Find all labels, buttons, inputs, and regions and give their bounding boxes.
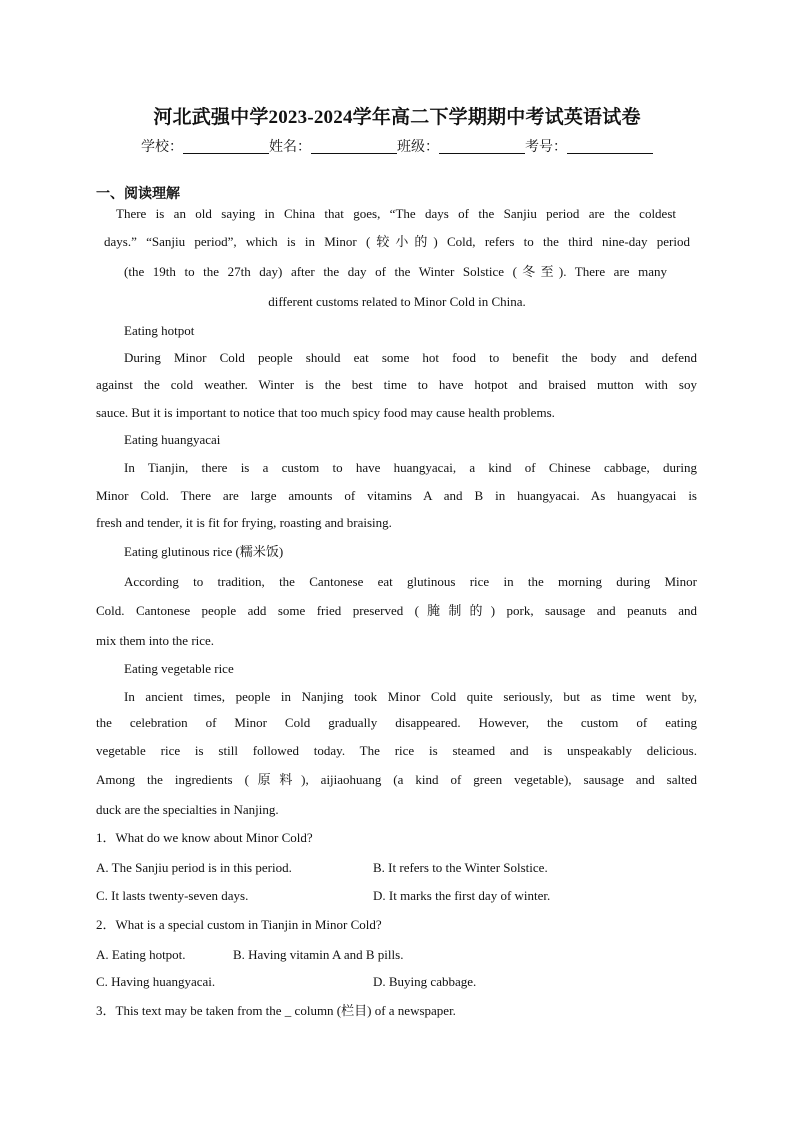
intro-line: different customs related to Minor Cold in China.: [268, 294, 526, 309]
subheading-huangyacai: Eating huangyacai: [124, 432, 221, 447]
student-info-row: [0, 136, 794, 156]
intro-line: days.” “Sanjiu period”, which is in Minor (较小的) Cold, refers to the third nine-day period: [104, 234, 690, 249]
section-heading: 一、阅读理解: [96, 187, 180, 202]
paragraph-line: Cold. Cantonese people add some fried preserved (腌制的) pork, sausage and peanuts and: [96, 603, 697, 618]
question-stem: 1．What do we know about Minor Cold?: [96, 830, 313, 845]
school-label: 学校：: [141, 140, 183, 155]
name-label: 姓名：: [269, 140, 311, 155]
paragraph-line: sauce. But it is important to notice that too much spicy food may cause health problems.: [96, 405, 555, 420]
paragraph-line: fresh and tender, it is fit for frying, roasting and braising.: [96, 515, 392, 530]
paragraph-line: In ancient times, people in Nanjing took Minor Cold quite seriously, but as time went by,: [124, 689, 697, 704]
answer-option[interactable]: A. Eating hotpot.: [96, 947, 186, 962]
paragraph-line: In Tianjin, there is a custom to have huangyacai, a kind of Chinese cabbage, during: [124, 460, 697, 475]
question-stem: 3．This text may be taken from the _ column (栏目) of a newspaper.: [96, 1003, 456, 1018]
name-blank: [311, 139, 397, 154]
class-blank: [439, 139, 525, 154]
school-blank: [183, 139, 269, 154]
paragraph-line: against the cold weather. Winter is the best time to have hotpot and braised mutton with soy: [96, 377, 697, 392]
exam-number-blank: [567, 139, 653, 154]
answer-option[interactable]: B. It refers to the Winter Solstice.: [373, 860, 548, 875]
answer-option[interactable]: A. The Sanjiu period is in this period.: [96, 860, 292, 875]
answer-option[interactable]: D. Buying cabbage.: [373, 974, 477, 989]
paragraph-line: Among the ingredients (原料), aijiaohuang (a kind of green vegetable), sausage and salted: [96, 772, 697, 787]
paragraph-line: the celebration of Minor Cold gradually disappeared. However, the custom of eating: [96, 715, 697, 730]
question-stem: 2．What is a special custom in Tianjin in Minor Cold?: [96, 917, 382, 932]
subheading-hotpot: Eating hotpot: [124, 323, 195, 338]
paragraph-line: vegetable rice is still followed today. The rice is steamed and is unspeakably delicious.: [96, 743, 697, 758]
paragraph-line: During Minor Cold people should eat some hot food to benefit the body and defend: [124, 350, 697, 365]
subheading-glutinous-rice: Eating glutinous rice (糯米饭): [124, 544, 284, 559]
answer-option[interactable]: C. It lasts twenty-seven days.: [96, 888, 249, 903]
exam-title: 河北武强中学2023-2024学年高二下学期期中考试英语试卷: [153, 107, 641, 128]
paragraph-line: Minor Cold. There are large amounts of vitamins A and B in huangyacai. As huangyacai is: [96, 488, 697, 503]
answer-option[interactable]: D. It marks the first day of winter.: [373, 888, 551, 903]
class-label: 班级：: [397, 140, 439, 155]
paragraph-line: duck are the specialties in Nanjing.: [96, 802, 279, 817]
paragraph-line: mix them into the rice.: [96, 633, 215, 648]
intro-line: There is an old saying in China that goes, “The days of the Sanjiu period are the coldest: [116, 206, 676, 221]
intro-line: (the 19th to the 27th day) after the day of the Winter Solstice (冬至). There are many: [124, 264, 667, 279]
paragraph-line: According to tradition, the Cantonese eat glutinous rice in the morning during Minor: [124, 574, 697, 589]
exam-number-label: 考号：: [525, 140, 567, 155]
answer-option[interactable]: B. Having vitamin A and B pills.: [233, 947, 404, 962]
subheading-vegetable-rice: Eating vegetable rice: [124, 661, 234, 676]
answer-option[interactable]: C. Having huangyacai.: [96, 974, 216, 989]
